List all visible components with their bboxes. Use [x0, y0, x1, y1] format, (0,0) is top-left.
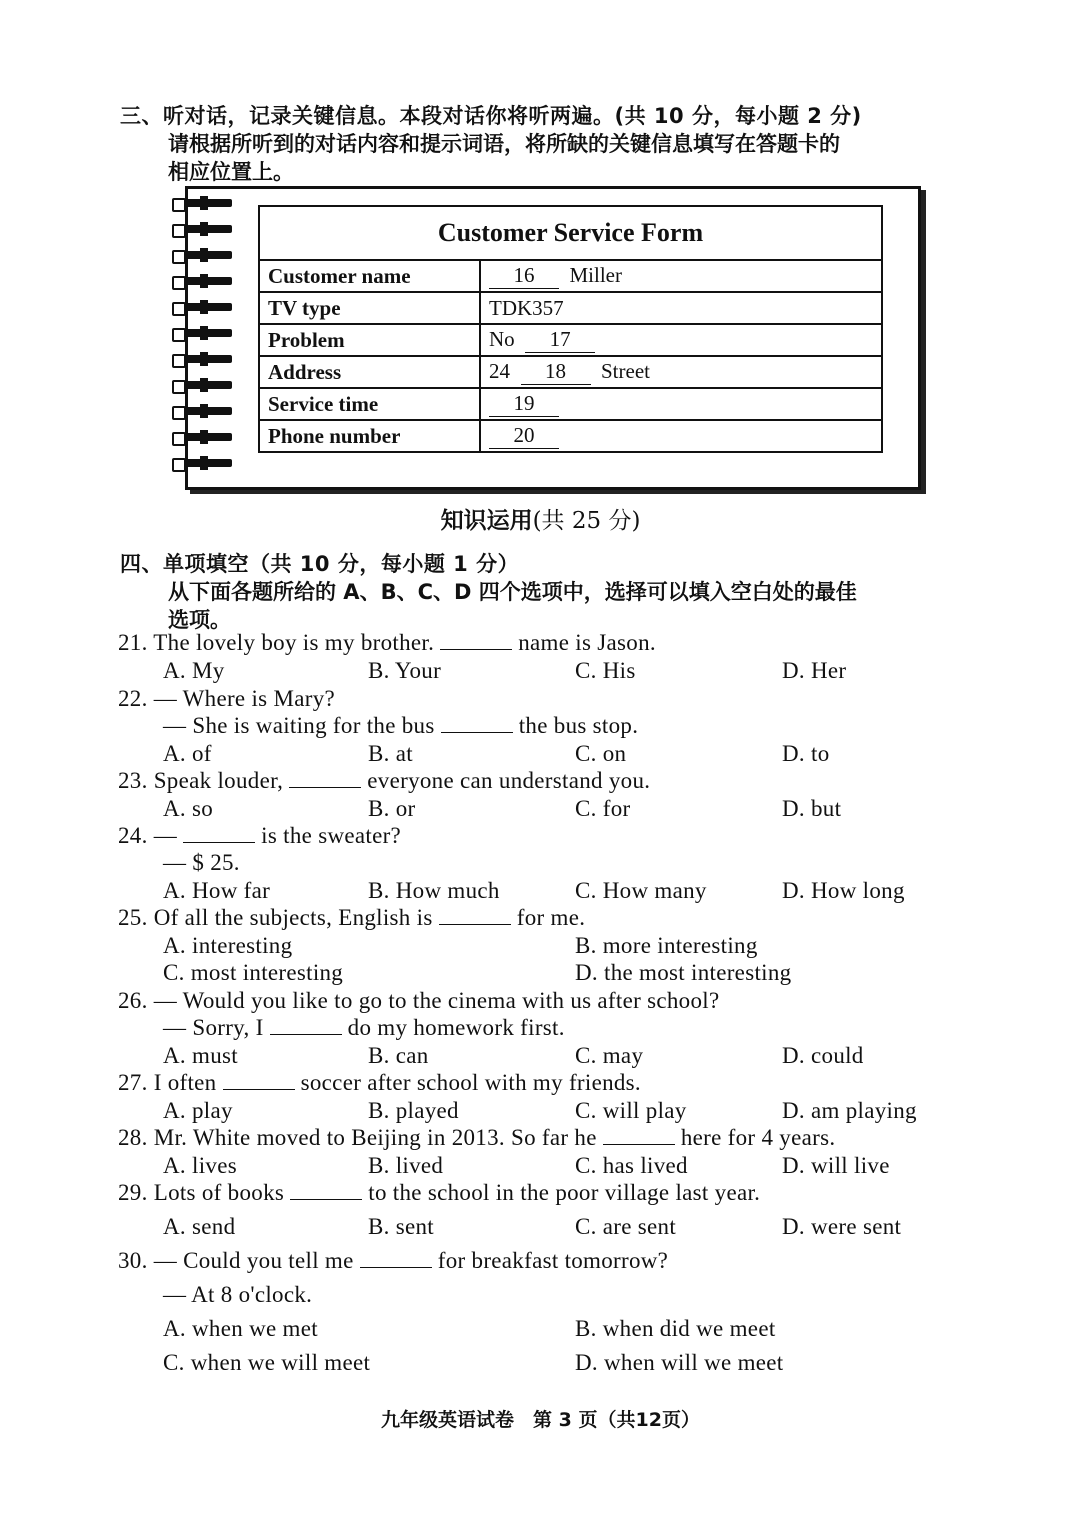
question-22-line2 — [163, 713, 638, 739]
option-c[interactable]: C. most interesting — [163, 960, 344, 985]
option-c[interactable]: C. will play — [575, 1098, 687, 1123]
question-number: 23. — [118, 768, 148, 793]
question-text: here for 4 years. — [680, 1125, 836, 1150]
question-25 — [118, 905, 585, 931]
form-value — [480, 324, 882, 356]
customer-service-form — [258, 205, 883, 453]
form-value — [480, 260, 882, 292]
option-d[interactable]: D. were sent — [782, 1214, 902, 1239]
question-text: — — [153, 823, 178, 848]
question-number: 28. — [118, 1125, 148, 1150]
question-text: The lovely boy is my brother. — [153, 630, 435, 655]
answer-blank[interactable]: 17 — [525, 327, 595, 353]
question-text: for breakfast tomorrow? — [437, 1248, 669, 1273]
form-value — [480, 420, 882, 452]
option-c[interactable]: C. when we will meet — [163, 1350, 371, 1375]
form-value — [480, 356, 882, 388]
question-30 — [118, 1248, 668, 1274]
option-b[interactable]: B. can — [368, 1043, 429, 1068]
page-footer: 九年级英语试卷 第 3 页（共12页） — [381, 1409, 700, 1431]
answer-blank — [439, 906, 511, 925]
question-number: 22. — [118, 686, 148, 711]
form-label: Problem — [259, 324, 480, 356]
answer-blank[interactable]: 18 — [521, 359, 591, 385]
option-d[interactable]: D. but — [782, 796, 842, 821]
question-text: everyone can understand you. — [367, 768, 651, 793]
option-c[interactable]: C. may — [575, 1043, 644, 1068]
option-b[interactable]: B. played — [368, 1098, 459, 1123]
form-row — [259, 292, 882, 324]
question-text: Of all the subjects, English is — [153, 905, 433, 930]
answer-blank[interactable]: 16 — [489, 263, 559, 289]
option-d[interactable]: D. am playing — [782, 1098, 917, 1123]
question-text: Speak louder, — [153, 768, 284, 793]
question-text: — She is waiting for the bus — [163, 713, 435, 738]
form-row — [259, 260, 882, 292]
option-a[interactable]: A. lives — [163, 1153, 237, 1178]
option-a[interactable]: A. My — [163, 658, 225, 683]
form-title: Customer Service Form — [259, 206, 882, 260]
section3-heading: 三、听对话，记录关键信息。本段对话你将听两遍。(共 10 分，每小题 2 分) — [120, 104, 862, 128]
part-title-main: 知识运用 — [440, 508, 533, 534]
question-number: 27. — [118, 1070, 148, 1095]
form-row — [259, 420, 882, 452]
question-text: the bus stop. — [518, 713, 639, 738]
form-value-text: No — [489, 327, 515, 351]
section4-instruction-line2: 选项。 — [168, 608, 231, 632]
part-title-score: (共 25 分) — [532, 508, 641, 534]
answer-blank[interactable]: 19 — [489, 391, 559, 417]
section4-instruction-line1: 从下面各题所给的 A、B、C、D 四个选项中，选择可以填入空白处的最佳 — [168, 580, 857, 604]
question-text: is the sweater? — [261, 823, 402, 848]
answer-blank — [360, 1249, 432, 1268]
answer-blank — [270, 1016, 342, 1035]
option-b[interactable]: B. Your — [368, 658, 442, 683]
question-text: — Sorry, I — [163, 1015, 264, 1040]
form-value-text: Miller — [569, 263, 622, 287]
option-c[interactable]: C. are sent — [575, 1214, 677, 1239]
question-24 — [118, 823, 401, 849]
option-b[interactable]: B. more interesting — [575, 933, 758, 958]
option-b[interactable]: B. or — [368, 796, 416, 821]
section3-instruction-line2: 相应位置上。 — [168, 160, 294, 184]
question-23 — [118, 768, 650, 794]
question-number: 30. — [118, 1248, 148, 1273]
question-text: — Would you like to go to the cinema with us after school? — [153, 988, 720, 1013]
option-c[interactable]: C. on — [575, 741, 627, 766]
section4-heading: 四、单项填空（共 10 分，每小题 1 分） — [120, 552, 520, 576]
answer-blank — [289, 769, 361, 788]
question-text: Lots of books — [153, 1180, 285, 1205]
question-number: 24. — [118, 823, 148, 848]
option-a[interactable]: A. interesting — [163, 933, 293, 958]
option-a[interactable]: A. play — [163, 1098, 233, 1123]
answer-blank[interactable]: 20 — [489, 423, 559, 449]
question-text: do my homework first. — [347, 1015, 565, 1040]
option-b[interactable]: B. sent — [368, 1214, 434, 1239]
question-text: name is Jason. — [518, 630, 656, 655]
option-a[interactable]: A. must — [163, 1043, 238, 1068]
answer-blank — [223, 1071, 295, 1090]
question-text: I often — [153, 1070, 217, 1095]
option-d[interactable]: D. will live — [782, 1153, 890, 1178]
answer-blank — [183, 824, 255, 843]
part-title — [0, 502, 1081, 535]
answer-blank — [290, 1181, 362, 1200]
option-c[interactable]: C. How many — [575, 878, 707, 903]
question-number: 29. — [118, 1180, 148, 1205]
option-b[interactable]: B. How much — [368, 878, 500, 903]
option-c[interactable]: C. for — [575, 796, 631, 821]
question-26 — [118, 988, 719, 1014]
question-21 — [118, 630, 656, 656]
answer-blank — [440, 631, 512, 650]
answer-blank — [603, 1126, 675, 1145]
form-row — [259, 324, 882, 356]
form-label: Address — [259, 356, 480, 388]
question-text: Mr. White moved to Beijing in 2013. So far he — [153, 1125, 597, 1150]
question-30-line2: — At 8 o'clock. — [163, 1282, 313, 1307]
section3-instruction-line1: 请根据所听到的对话内容和提示词语，将所缺的关键信息填写在答题卡的 — [168, 132, 840, 156]
option-d[interactable]: D. when will we meet — [575, 1350, 784, 1375]
form-label: Customer name — [259, 260, 480, 292]
form-row — [259, 356, 882, 388]
option-a[interactable]: A. when we met — [163, 1316, 318, 1341]
option-d[interactable]: D. the most interesting — [575, 960, 792, 985]
question-text: soccer after school with my friends. — [300, 1070, 641, 1095]
question-28 — [118, 1125, 835, 1151]
question-text: — Could you tell me — [153, 1248, 354, 1273]
option-d[interactable]: D. could — [782, 1043, 864, 1068]
question-26-line2 — [163, 1015, 565, 1041]
form-value: TDK357 — [480, 292, 882, 324]
option-c[interactable]: C. His — [575, 658, 636, 683]
question-text: to the school in the poor village last year. — [368, 1180, 761, 1205]
spiral-binding — [170, 192, 234, 482]
option-d[interactable]: D. to — [782, 741, 830, 766]
form-label: Service time — [259, 388, 480, 420]
question-29 — [118, 1180, 760, 1206]
form-value-text: Street — [601, 359, 650, 383]
option-b[interactable]: B. lived — [368, 1153, 444, 1178]
option-a[interactable]: A. of — [163, 741, 212, 766]
form-label: TV type — [259, 292, 480, 324]
answer-blank — [441, 714, 513, 733]
option-b[interactable]: B. when did we meet — [575, 1316, 776, 1341]
question-text: for me. — [516, 905, 586, 930]
question-number: 21. — [118, 630, 148, 655]
option-b[interactable]: B. at — [368, 741, 413, 766]
form-value-text: 24 — [489, 359, 510, 383]
option-d[interactable]: D. How long — [782, 878, 905, 903]
question-text: — Where is Mary? — [153, 686, 336, 711]
option-a[interactable]: A. send — [163, 1214, 236, 1239]
question-number: 25. — [118, 905, 148, 930]
option-c[interactable]: C. has lived — [575, 1153, 688, 1178]
question-number: 26. — [118, 988, 148, 1013]
question-24-line2: — $ 25. — [163, 850, 240, 875]
form-value — [480, 388, 882, 420]
option-d[interactable]: D. Her — [782, 658, 847, 683]
question-22 — [118, 686, 335, 712]
option-a[interactable]: A. How far — [163, 878, 271, 903]
question-27 — [118, 1070, 641, 1096]
form-row — [259, 388, 882, 420]
form-label: Phone number — [259, 420, 480, 452]
option-a[interactable]: A. so — [163, 796, 214, 821]
